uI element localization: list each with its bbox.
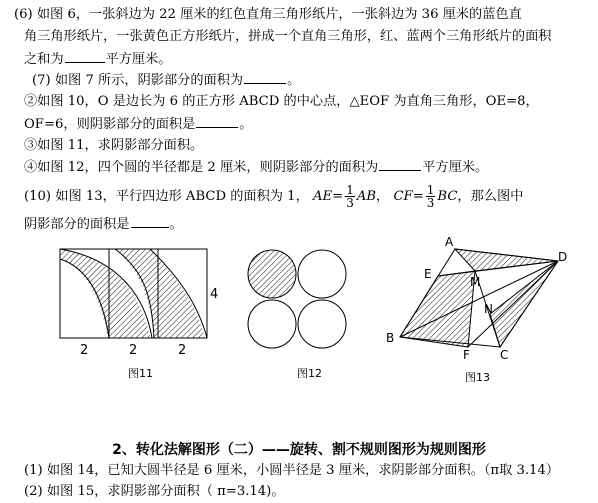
fig13-point-a: A (445, 236, 454, 249)
answer-blank (244, 71, 286, 84)
problem-13-line-2 (24, 215, 598, 234)
fig13-point-f: F (463, 348, 470, 362)
fig13-segment-fd (468, 261, 558, 347)
fig13-point-e: E (424, 267, 432, 281)
section-question-2: (2) 如图 15，求阴影部分面积（ π=3.14)。 (24, 484, 285, 499)
fig13-point-b: B (386, 331, 395, 345)
fig11-label-bottom-2: 2 (129, 343, 138, 358)
answer-blank (379, 158, 421, 171)
problem-6-line-1: (6) 如图 6，一张斜边为 22 厘米的红色直角三角形纸片，一张斜边为 36 厘米的蓝色直 (14, 7, 522, 22)
fig11-caption: 图11 (128, 367, 153, 380)
problem-7 (32, 71, 598, 90)
fig12-circle-bottom-right (298, 300, 346, 348)
formula-ae: AE (312, 189, 333, 204)
figure-13 (386, 236, 567, 384)
section-question-1: (1) 如图 14，已知大圆半径是 6 厘米，小圆半径是 3 厘米，求阴影部分面积。（π取 3.14） (24, 463, 560, 478)
fig11-label-bottom-1: 2 (80, 343, 89, 358)
fig13-shaded-right (490, 261, 558, 347)
problem-7-text: (7) 如图 7 所示，阴影部分的面积为 (32, 73, 244, 88)
problem-12-text: ④如图 12，四个圆的半径都是 2 厘米，则阴影部分的面积为 (24, 160, 379, 175)
fig11-label-side: 4 (210, 287, 219, 302)
fig11-label-bottom-3: 2 (178, 343, 187, 358)
formula-ab: AB (356, 189, 377, 204)
formula-bc: BC (437, 189, 458, 204)
formula-cf: CF (393, 189, 413, 204)
fig13-point-d: D (558, 250, 568, 264)
fig12-caption: 图12 (297, 367, 322, 380)
section-heading: 2、转化法解图形（二）——旋转、割不规则图形为规则图形 (112, 442, 486, 458)
answer-blank (131, 215, 169, 228)
fig13-caption: 图13 (465, 371, 490, 384)
fraction-1 (345, 184, 355, 209)
fraction-1-numerator: 1 (346, 183, 354, 197)
formula-separator: ， (376, 189, 390, 204)
fraction-2-numerator: 1 (426, 183, 435, 197)
answer-blank (196, 115, 238, 128)
fig12-circle-bottom-left (248, 300, 296, 348)
fig13-shaded-left (400, 271, 475, 347)
fig13-point-m: M (470, 275, 481, 289)
problem-13-line-2-text: 阴影部分的面积是 (24, 217, 130, 232)
problem-11: ③如图 11，求阴影部分面积。 (24, 138, 204, 153)
problem-13-text: (10) 如图 13，平行四边形 ABCD 的面积为 1， (24, 189, 309, 204)
fig13-point-n: N (484, 302, 493, 316)
figure-12 (248, 250, 346, 380)
problem-6-line-2: 角三角形纸片，一张黄色正方形纸片，拼成一个直角三角形，红、蓝两个三角形纸片的面积 (24, 29, 552, 44)
problem-13-line-2-end: 。 (169, 217, 183, 232)
problem-12 (24, 158, 598, 177)
figures-area (0, 236, 598, 436)
problem-10-line-2-end: 。 (239, 117, 253, 132)
problem-10-line-2 (24, 115, 598, 134)
fraction-2 (426, 184, 436, 209)
formula-eq-1: = (332, 189, 344, 204)
problem-6-line-3-text: 之和为 (24, 52, 64, 67)
problem-10-line-1: ②如图 10，O 是边长为 6 的正方形 ABCD 的中心点，△EOF 为直角三角形，OE=8， (24, 94, 539, 109)
fraction-1-denominator: 3 (346, 196, 354, 210)
problem-13-line-1 (24, 184, 598, 210)
problem-6-line-3 (24, 50, 598, 69)
answer-blank (65, 50, 105, 63)
fraction-2-denominator: 3 (426, 196, 435, 210)
problem-13-tail: ，那么图中 (457, 189, 524, 204)
problem-7-end: 。 (287, 73, 301, 88)
problem-12-unit: 平方厘米。 (422, 160, 489, 175)
fig12-circle-top-right (298, 250, 346, 298)
formula-eq-2: = (412, 189, 424, 204)
figure-11 (60, 249, 218, 380)
problem-10-line-2-text: OF=6，则阴影部分的面积是 (24, 117, 196, 132)
problem-6-line-3-unit: 平方厘米。 (105, 52, 172, 67)
fig12-circle-top-left (248, 250, 296, 298)
fig13-point-c: C (500, 348, 509, 362)
